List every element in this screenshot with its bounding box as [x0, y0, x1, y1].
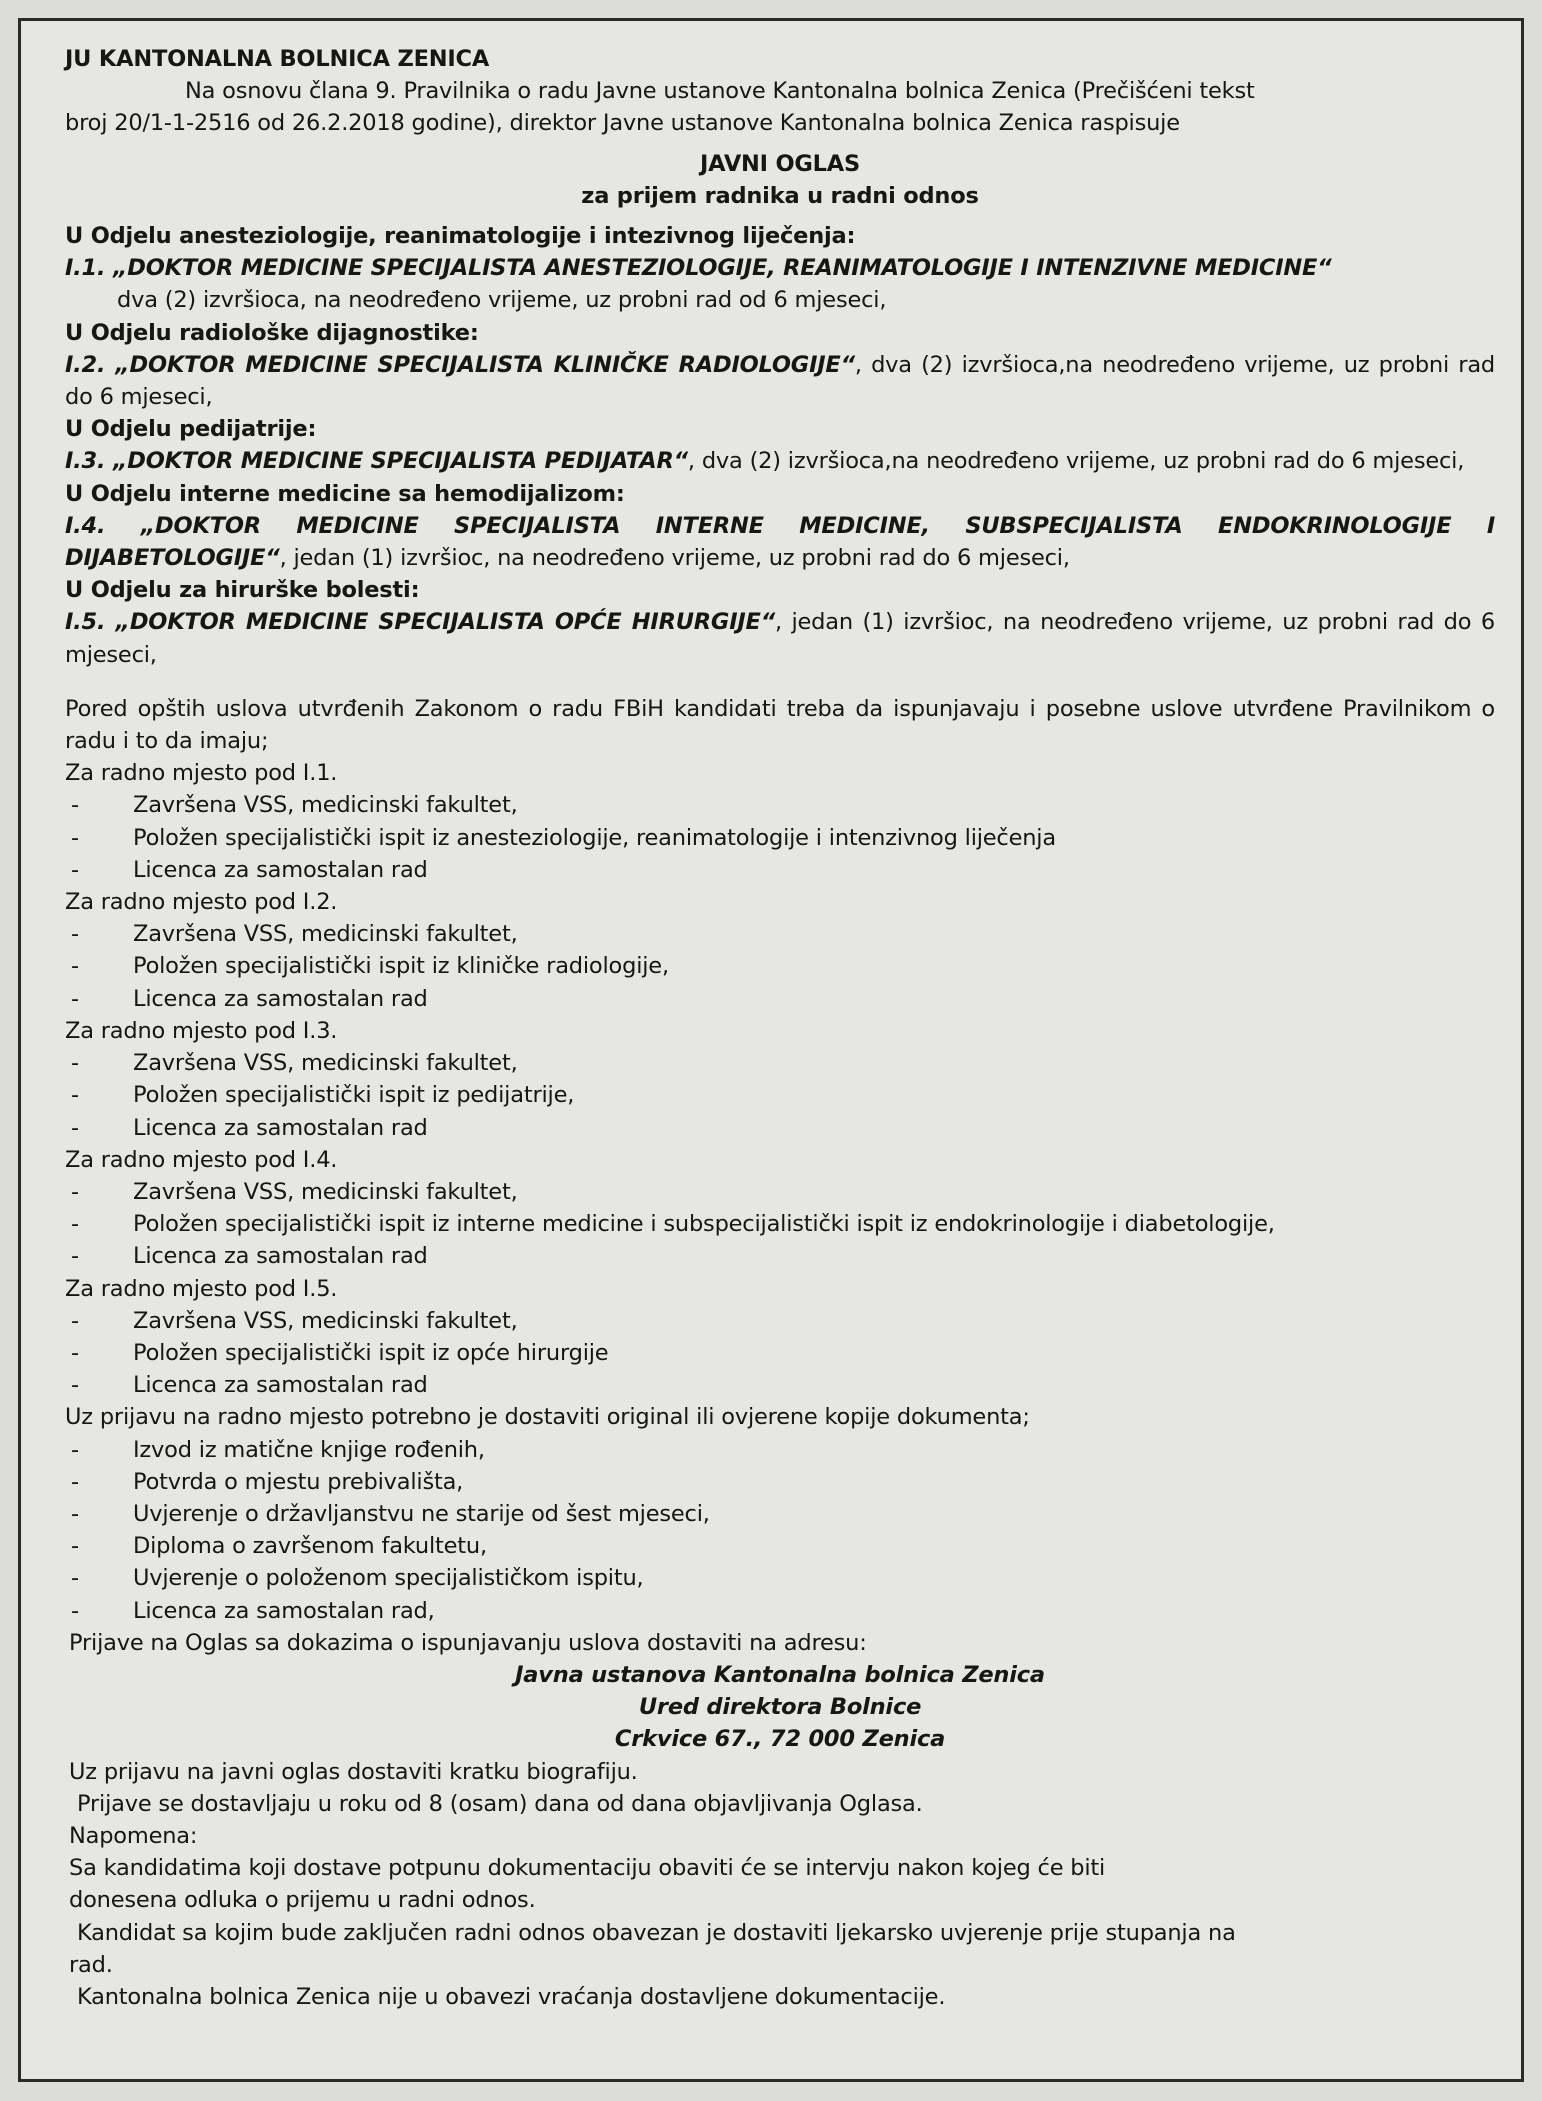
requirement-item: - Položen specijalistički ispit iz kliničke radiologije, [71, 953, 669, 980]
position-entry [65, 445, 1495, 477]
position-title: I.2. „DOKTOR MEDICINE SPECIJALISTA KLINIČKE RADIOLOGIJE“ [65, 351, 855, 378]
department-label: U Odjelu pedijatrije: [65, 416, 317, 443]
requirement-item: - Završena VSS, medicinski fakultet, [71, 1307, 518, 1334]
address-line-institution: Javna ustanova Kantonalna bolnica Zenica [515, 1661, 1045, 1688]
position-entry [65, 606, 1495, 670]
institution-name: JU KANTONALNA BOLNICA ZENICA [65, 46, 490, 72]
address-line-street: Crkvice 67., 72 000 Zenica [614, 1726, 946, 1753]
requirement-item: - Položen specijalistički ispit iz interne medicine i subspecijalistički ispit iz endokrinologije i diabetologije, [71, 1211, 1275, 1238]
requirement-item: - Završena VSS, medicinski fakultet, [71, 1050, 518, 1077]
requirement-heading: Za radno mjesto pod I.3. [65, 1017, 338, 1044]
note-interview-2: donesena odluka o prijemu u radni odnos. [69, 1887, 536, 1914]
department-label: U Odjelu anesteziologije, reanimatologije i intezivnog liječenja: [65, 223, 856, 250]
ad-title: JAVNI OGLAS [699, 150, 861, 177]
intro-line-2: broj 20/1-1-2516 od 26.2.2018 godine), direktor Javne ustanove Kantonalna bolnica Zenica raspisuje [65, 110, 1180, 137]
biography-note: Uz prijavu na javni oglas dostaviti kratku biografiju. [69, 1758, 638, 1785]
ad-content [65, 43, 1495, 2013]
position-entry [65, 349, 1495, 413]
department-label: U Odjelu radiološke dijagnostike: [65, 319, 479, 346]
deadline-note: Prijave se dostavljaju u roku od 8 (osam) dana od dana objavljivanja Oglasa. [77, 1790, 923, 1817]
department-label: U Odjelu interne medicine sa hemodijalizom: [65, 480, 625, 507]
requirement-heading: Za radno mjesto pod I.2. [65, 889, 338, 916]
requirement-heading: Za radno mjesto pod I.5. [65, 1275, 338, 1302]
note-documents-return: Kantonalna bolnica Zenica nije u obavezi vraćanja dostavljene dokumentacije. [77, 1983, 946, 2010]
ad-frame [18, 18, 1524, 2082]
document-item: - Uvjerenje o državljanstvu ne starije od šest mjeseci, [71, 1500, 710, 1527]
department-label: U Odjelu za hirurške bolesti: [65, 577, 420, 604]
position-title: I.1. „DOKTOR MEDICINE SPECIJALISTA ANESTEZIOLOGIJE, REANIMATOLOGIJE I INTENZIVNE MEDICINE“ [65, 255, 1332, 282]
requirement-item: - Završena VSS, medicinski fakultet, [71, 1178, 518, 1205]
requirement-item: - Položen specijalistički ispit iz opće hirurgije [71, 1339, 609, 1366]
ad-subtitle: za prijem radnika u radni odnos [581, 182, 979, 209]
note-medical-2: rad. [69, 1951, 113, 1978]
document-item: - Licenca za samostalan rad, [71, 1597, 435, 1624]
requirement-heading: Za radno mjesto pod I.1. [65, 760, 338, 787]
requirement-item: - Završena VSS, medicinski fakultet, [71, 921, 518, 948]
submission-intro: Prijave na Oglas sa dokazima o ispunjavanju uslova dostaviti na adresu: [69, 1629, 867, 1656]
requirement-item: - Završena VSS, medicinski fakultet, [71, 792, 518, 819]
document-item: - Diploma o završenom fakultetu, [71, 1533, 487, 1560]
requirement-item: - Licenca za samostalan rad [71, 985, 428, 1012]
document-item: - Potvrda o mjestu prebivališta, [71, 1468, 464, 1495]
position-details: , jedan (1) izvršioc, na neodređeno vrijeme, uz probni rad do 6 mjeseci, [279, 545, 1070, 572]
address-line-office: Ured direktora Bolnice [638, 1694, 922, 1721]
requirement-item: - Licenca za samostalan rad [71, 1372, 428, 1399]
note-interview-1: Sa kandidatima koji dostave potpunu dokumentaciju obaviti će se intervju nakon kojeg će biti [69, 1855, 1106, 1882]
conditions-intro: Pored opštih uslova utvrđenih Zakonom o radu FBiH kandidati treba da ispunjavaju i posebne uslove utvrđene Pravilnikom o radu i to da imaju; [65, 695, 1495, 755]
position-details: , dva (2) izvršioca,na neodređeno vrijeme, uz probni rad do 6 mjeseci, [65, 351, 1495, 411]
position-title: I.3. „DOKTOR MEDICINE SPECIJALISTA PEDIJATAR“ [65, 448, 688, 475]
requirement-item: - Položen specijalistički ispit iz pedijatrije, [71, 1082, 575, 1109]
requirement-item: - Licenca za samostalan rad [71, 856, 428, 883]
position-details: , jedan (1) izvršioc, na neodređeno vrijeme, uz probni rad do 6 mjeseci, [65, 609, 1495, 668]
position-details: , dva (2) izvršioca,na neodređeno vrijeme, uz probni rad do 6 mjeseci, [687, 448, 1465, 475]
requirement-item: - Licenca za samostalan rad [71, 1243, 428, 1270]
position-details: dva (2) izvršioca, na neodređeno vrijeme, uz probni rad od 6 mjeseci, [117, 287, 887, 314]
requirement-item: - Licenca za samostalan rad [71, 1114, 428, 1141]
document-item: - Izvod iz matične knjige rođenih, [71, 1436, 485, 1463]
note-medical-1: Kandidat sa kojim bude zaključen radni odnos obavezan je dostaviti ljekarsko uvjerenje prije stupanja na [77, 1919, 1236, 1946]
requirement-heading: Za radno mjesto pod I.4. [65, 1146, 338, 1173]
documents-intro: Uz prijavu na radno mjesto potrebno je dostaviti original ili ovjerene kopije dokumenta; [65, 1404, 1030, 1431]
document-item: - Uvjerenje o položenom specijalističkom ispitu, [71, 1565, 644, 1592]
note-label: Napomena: [69, 1822, 198, 1849]
requirement-item: - Položen specijalistički ispit iz anesteziologije, reanimatologije i intenzivnog liječenja [71, 824, 1056, 851]
intro-line-1: Na osnovu člana 9. Pravilnika o radu Javne ustanove Kantonalna bolnica Zenica (Prečišćeni tekst [185, 78, 1255, 105]
position-title: I.4. „DOKTOR MEDICINE SPECIJALISTA INTERNE MEDICINE, SUBSPECIJALISTA ENDOKRINOLOGIJE I DIJABETOLOGIJE“ [65, 512, 1495, 572]
position-entry [65, 510, 1495, 574]
position-title: I.5. „DOKTOR MEDICINE SPECIJALISTA OPĆE HIRURGIJE“ [65, 609, 775, 636]
